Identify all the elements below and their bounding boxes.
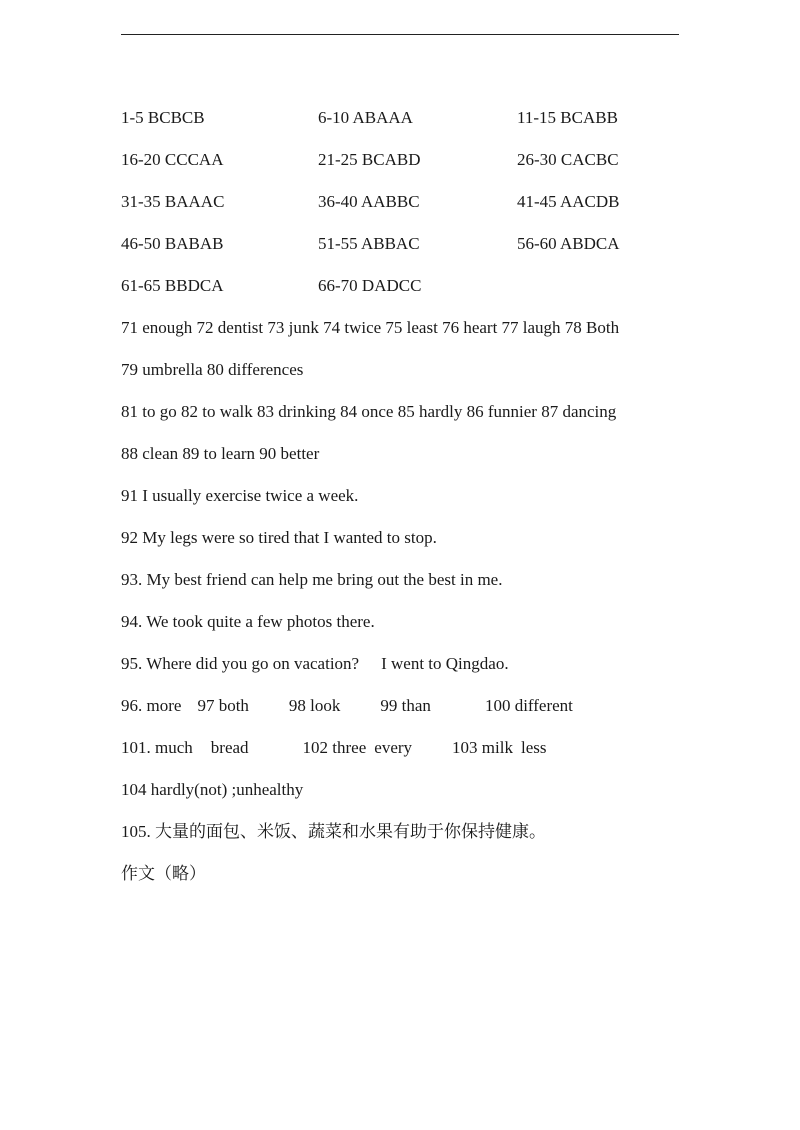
answer-line-79: 79 umbrella 80 differences xyxy=(121,360,304,379)
mc-group: 1-5 BCBCB xyxy=(121,108,205,127)
mc-answer-row xyxy=(121,231,696,273)
answer-102-b: every xyxy=(374,738,413,757)
mc-group: 41-45 AACDB xyxy=(517,192,620,211)
answer-102-a: 102 three xyxy=(302,738,367,757)
mc-group: 11-15 BCABB xyxy=(517,108,618,127)
mc-group: 51-55 ABBAC xyxy=(318,234,420,253)
mc-group: 66-70 DADCC xyxy=(318,276,422,295)
mc-group: 26-30 CACBC xyxy=(517,150,619,169)
mc-group: 6-10 ABAAA xyxy=(318,108,413,127)
mc-answer-row xyxy=(121,189,696,231)
answer-95-answer: I went to Qingdao. xyxy=(381,654,509,673)
answer-101-a: 101. much xyxy=(121,738,193,757)
answer-line-101 xyxy=(121,735,696,777)
answer-line-92: 92 My legs were so tired that I wanted to stop. xyxy=(121,528,437,547)
answer-line-94: 94. We took quite a few photos there. xyxy=(121,612,375,631)
answer-line-91: 91 I usually exercise twice a week. xyxy=(121,486,359,505)
answer-99: 99 than xyxy=(380,696,431,715)
answer-97: 97 both xyxy=(197,696,249,715)
mc-answer-row xyxy=(121,273,696,315)
mc-group: 21-25 BCABD xyxy=(318,150,421,169)
answer-line-104: 104 hardly(not) ;unhealthy xyxy=(121,780,304,799)
mc-group: 36-40 AABBC xyxy=(318,192,420,211)
answer-line-96 xyxy=(121,693,696,735)
answer-line-88: 88 clean 89 to learn 90 better xyxy=(121,444,320,463)
answer-101-b: bread xyxy=(210,738,249,757)
mc-group: 16-20 CCCAA xyxy=(121,150,224,169)
answer-key xyxy=(121,105,696,903)
essay-note: 作文（略） xyxy=(121,864,206,883)
answer-line-81: 81 to go 82 to walk 83 drinking 84 once 85 hardly 86 funnier 87 dancing xyxy=(121,402,617,421)
mc-answer-row xyxy=(121,147,696,189)
mc-group: 31-35 BAAAC xyxy=(121,192,225,211)
answer-96: 96. more xyxy=(121,696,182,715)
answer-98: 98 look xyxy=(288,696,341,715)
mc-group: 56-60 ABDCA xyxy=(517,234,620,253)
answer-line-71: 71 enough 72 dentist 73 junk 74 twice 75 least 76 heart 77 laugh 78 Both xyxy=(121,318,620,337)
answer-line-93: 93. My best friend can help me bring out the best in me. xyxy=(121,570,503,589)
mc-answer-row xyxy=(121,105,696,147)
answer-line-105: 105. 大量的面包、米饭、蔬菜和水果有助于你保持健康。 xyxy=(121,822,546,841)
mc-group: 46-50 BABAB xyxy=(121,234,224,253)
answer-line-95 xyxy=(121,651,696,693)
mc-group: 61-65 BBDCA xyxy=(121,276,224,295)
answer-103-a: 103 milk xyxy=(452,738,513,757)
answer-103-b: less xyxy=(520,738,547,757)
answer-100: 100 different xyxy=(484,696,573,715)
header-rule xyxy=(121,34,679,35)
answer-95-question: 95. Where did you go on vacation? xyxy=(121,654,360,673)
